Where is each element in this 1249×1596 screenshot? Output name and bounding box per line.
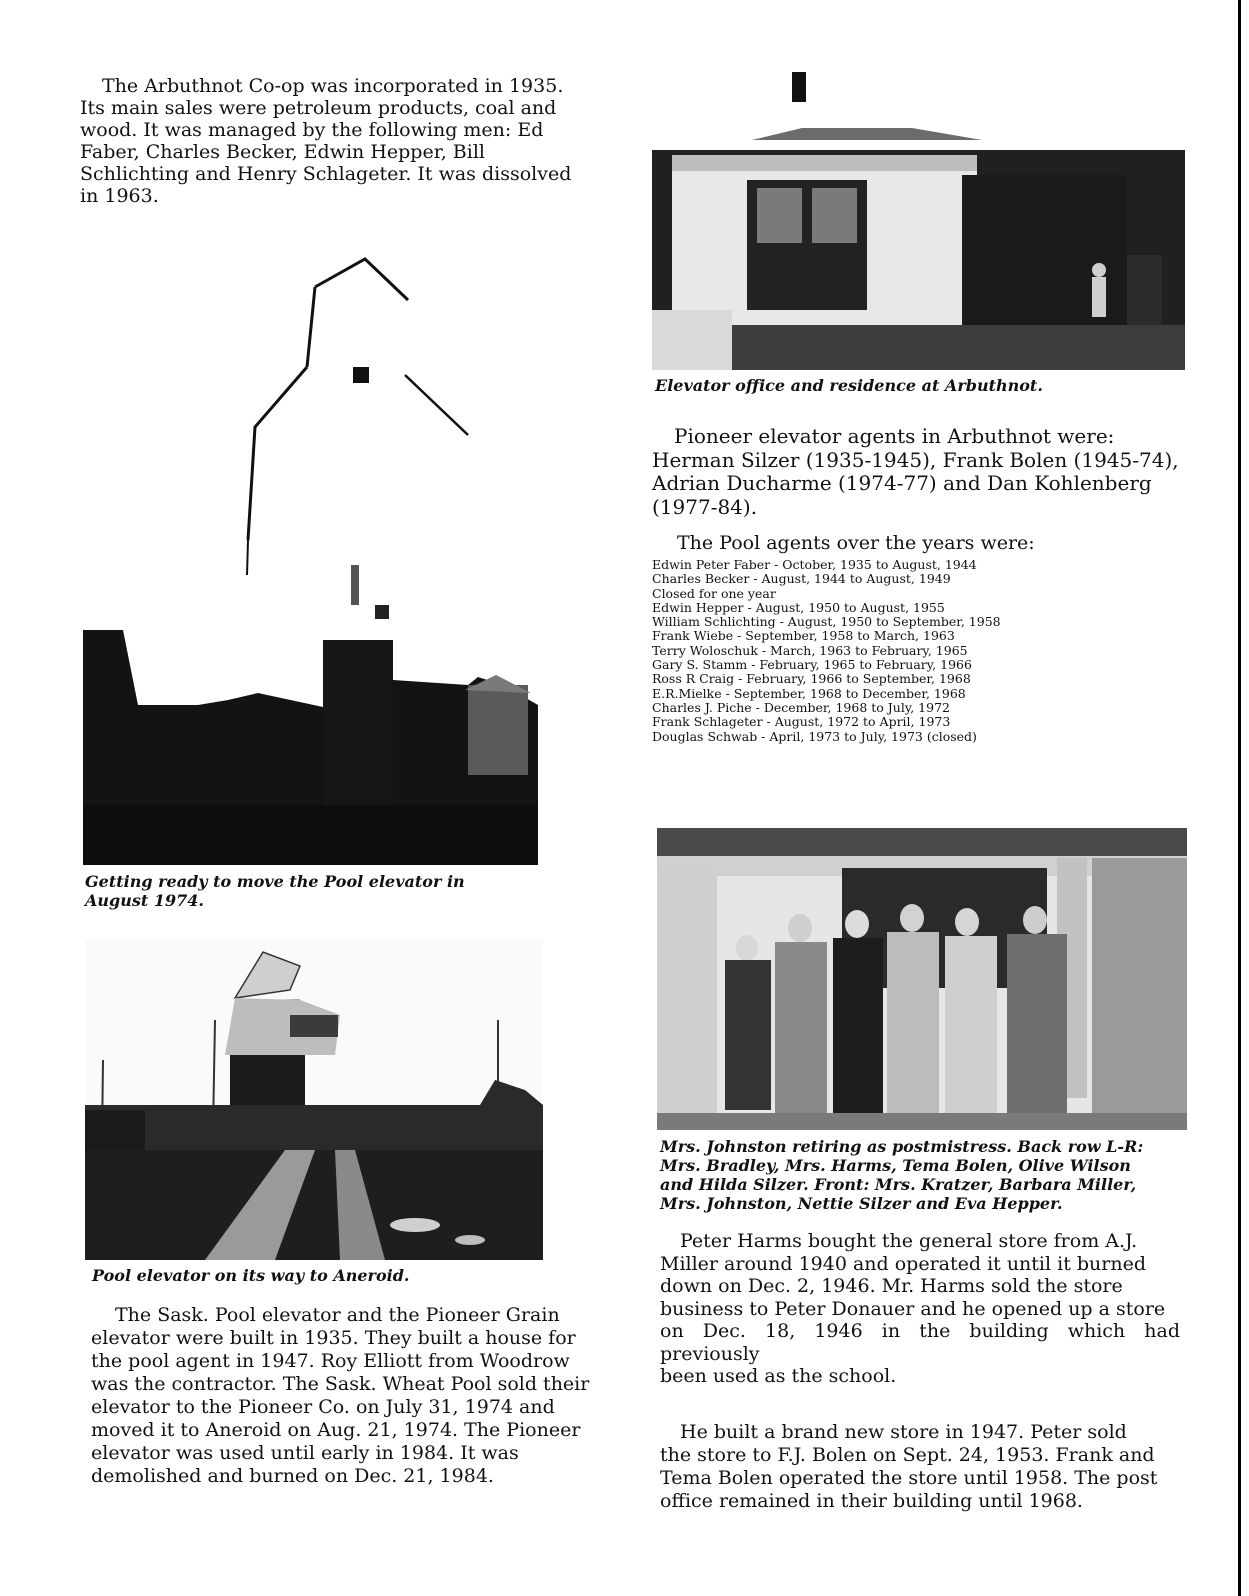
list-item: Douglas Schwab - April, 1973 to July, 1973 (closed) bbox=[652, 728, 977, 744]
list-item: Gary S. Stamm - February, 1965 to February, 1966 bbox=[652, 657, 972, 673]
pioneer-paragraph: Pioneer elevator agents in Arbuthnot were: Herman Silzer (1935-1945), Frank Bolen (1945-74), Adrian Ducharme (1974-77) and Dan Kohlenberg (1977-84). bbox=[652, 424, 1179, 519]
photo-elevator-on-way bbox=[85, 940, 543, 1260]
list-item: Frank Wiebe - September, 1958 to March, 1963 bbox=[652, 628, 955, 644]
list-item: Frank Schlageter - August, 1972 to April, 1973 bbox=[652, 714, 951, 730]
list-item: Charles Becker - August, 1944 to August, 1949 bbox=[652, 571, 951, 587]
coop-paragraph: The Arbuthnot Co-op was incorporated in 1935. Its main sales were petroleum products, coal and wood. It was managed by the following men: Ed Faber, Charles Becker, Edwin Hepper, Bill Schlichting and Henry Schlageter. It was dissolved in 1963. bbox=[80, 75, 572, 207]
caption-pool-elevator: Getting ready to move the Pool elevator in August 1974. bbox=[85, 872, 465, 910]
caption-elevator-on-way: Pool elevator on its way to Aneroid. bbox=[92, 1266, 410, 1285]
pool-agents-heading: The Pool agents over the years were: bbox=[677, 532, 1035, 554]
photo-pool-elevator bbox=[83, 245, 538, 865]
list-item: Edwin Hepper - August, 1950 to August, 1955 bbox=[652, 599, 945, 615]
list-item: Edwin Peter Faber - October, 1935 to August, 1944 bbox=[652, 557, 977, 572]
list-item: William Schlichting - August, 1950 to September, 1958 bbox=[652, 614, 1001, 630]
pool-paragraph: The Sask. Pool elevator and the Pioneer Grain elevator were built in 1935. They built a house for the pool agent in 1947. Roy Elliott from Woodrow was the contractor. The Sask. Wheat Pool sold their elevator to the Pioneer Co. on July 31, 1974 and moved it to Aneroid on Aug. 21, 1974. The Pioneer elevator was used until early in 1984. It was demolished and burned on Dec. 21, 1984. bbox=[91, 1304, 590, 1487]
list-item: Charles J. Piche - December, 1968 to July, 1972 bbox=[652, 699, 950, 715]
page-edge-line bbox=[1238, 0, 1241, 1596]
caption-postmistress: Mrs. Johnston retiring as postmistress. Back row L-R: Mrs. Bradley, Mrs. Harms, Tema Bolen, Olive Wilson and Hilda Silzer. Front: Mrs. Kratzer, Barbara Miller, Mrs. Johnston, Nettie Silzer and Eva Hepper. bbox=[660, 1137, 1144, 1213]
pool-agents-list bbox=[652, 558, 1001, 744]
store-paragraph-2: He built a brand new store in 1947. Peter sold the store to F.J. Bolen on Sept. 24, 1953. Frank and Tema Bolen operated the store until 1958. The post office remained in their building until 1968. bbox=[660, 1421, 1158, 1512]
list-item: Ross R Craig - February, 1966 to September, 1968 bbox=[652, 671, 971, 687]
list-item: Terry Woloschuk - March, 1963 to February, 1965 bbox=[652, 642, 968, 658]
caption-elevator-office: Elevator office and residence at Arbuthnot. bbox=[655, 376, 1043, 395]
list-item: E.R.Mielke - September, 1968 to December, 1968 bbox=[652, 685, 966, 701]
list-item: Closed for one year bbox=[652, 585, 776, 601]
photo-postmistress-group bbox=[657, 828, 1187, 1130]
store-paragraph-1: Peter Harms bought the general store from A.J. Miller around 1940 and operated it until it burned down on Dec. 2, 1946. Mr. Harms sold the store business to Peter Donauer and he opened up a store on Dec. 18, 1946 in the building which had previously been used as the school. bbox=[660, 1230, 1180, 1387]
photo-elevator-office bbox=[652, 70, 1185, 370]
